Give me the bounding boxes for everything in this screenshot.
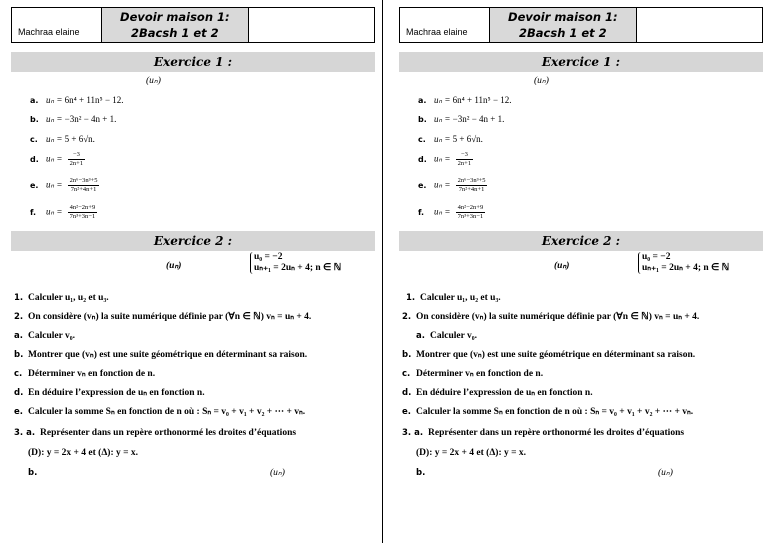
question-number: 2.: [402, 312, 412, 322]
item-prefix: uₙ =: [46, 114, 65, 124]
question-text: On considère (vₙ) la suite numérique définie par (∀n ∈ ℕ) vₙ = uₙ + 4.: [28, 312, 312, 322]
question-3a-equations: [416, 447, 526, 459]
numerator: 2n⁶−3n³+5: [69, 177, 98, 184]
question-1: [406, 292, 501, 304]
fraction: [456, 151, 473, 168]
recurrence-system: [638, 252, 729, 274]
question-3b-sequence-label: (uₙ): [270, 468, 285, 478]
question-2d: [402, 387, 593, 399]
question-1: [14, 292, 109, 304]
item-expression: 6n⁴ + 11n⁵ − 12.: [64, 95, 124, 105]
ex1-item-a: [418, 94, 512, 107]
system-line-2: uₙ₊₁ = 2uₙ + 4; n ∈ ℕ: [254, 263, 342, 273]
recurrence-system: [250, 252, 341, 274]
item-expression: 6n⁴ + 11n⁵ − 12.: [452, 95, 512, 105]
page-divider: [382, 0, 383, 543]
question-2a: [416, 330, 477, 342]
question-2e: [14, 406, 305, 418]
denominator: 7n²+4n+1: [70, 186, 97, 193]
item-label: d.: [30, 154, 39, 164]
ex2-sequence-label: (uₙ): [166, 261, 182, 271]
ex1-item-e: [418, 177, 487, 194]
left-page: [0, 0, 380, 543]
question-number: b.: [416, 468, 426, 478]
question-number: a.: [416, 331, 425, 341]
question-number: 3. a.: [14, 428, 36, 438]
ex1-item-d: [418, 151, 473, 168]
question-text: Représenter dans un repère orthonormé les droites d’équations: [428, 428, 685, 438]
numerator: −3: [456, 151, 473, 160]
question-3b: [416, 467, 430, 479]
right-page: [388, 0, 768, 543]
item-label: b.: [418, 115, 427, 124]
question-number: e.: [402, 407, 411, 417]
item-prefix: uₙ =: [434, 153, 453, 164]
item-label: c.: [418, 135, 426, 144]
title-line-1: Devoir maison 1:: [120, 10, 230, 24]
author-name: Machraa elaine: [12, 8, 102, 43]
item-expression: −3n² − 4n + 1.: [452, 114, 505, 124]
fraction: [68, 151, 85, 168]
ex1-sequence-label: (uₙ): [146, 76, 161, 86]
fraction: [456, 177, 488, 194]
item-expression: −3n² − 4n + 1.: [64, 114, 117, 124]
item-prefix: uₙ =: [434, 134, 453, 144]
question-2d: [14, 387, 205, 399]
ex1-item-c: [30, 133, 95, 146]
question-text: Calculer la somme Sₙ en fonction de n où : Sₙ = v₀ + v₁ + v₂ + ⋯ + vₙ.: [416, 407, 694, 417]
question-3b: [28, 467, 42, 479]
question-number: d.: [14, 388, 24, 398]
item-label: f.: [30, 207, 37, 217]
item-prefix: uₙ =: [46, 95, 65, 105]
ex1-item-f: [418, 204, 485, 221]
question-2b: [14, 349, 307, 361]
question-number: 3. a.: [402, 428, 424, 438]
question-text: Calculer la somme Sₙ en fonction de n où : Sₙ = v₀ + v₁ + v₂ + ⋯ + vₙ.: [28, 407, 306, 417]
item-expression: 5 + 6√n.: [64, 134, 95, 144]
homework-title: [489, 8, 636, 43]
denominator: 7n²+4n+1: [458, 186, 485, 193]
item-prefix: uₙ =: [46, 179, 65, 190]
question-text: Déterminer vₙ en fonction de n.: [28, 369, 156, 379]
denominator: 2n+1: [457, 160, 472, 167]
item-prefix: uₙ =: [434, 206, 453, 217]
question-3a-equations: [28, 447, 138, 459]
ex1-sequence-label: (uₙ): [534, 76, 549, 86]
numerator: −3: [68, 151, 85, 160]
ex1-item-c: [418, 133, 483, 146]
question-2: [402, 311, 699, 323]
question-2c: [14, 368, 155, 380]
item-prefix: uₙ =: [434, 179, 453, 190]
question-number: a.: [14, 331, 23, 341]
question-number: 1.: [14, 293, 24, 303]
question-3b-sequence-label: (uₙ): [658, 468, 673, 478]
question-2a: [14, 330, 75, 342]
question-number: b.: [402, 350, 412, 360]
item-prefix: uₙ =: [46, 153, 65, 164]
item-label: d.: [418, 154, 427, 164]
system-line-1: u₀ = −2: [254, 252, 283, 262]
question-text: Calculer u₁, u₂ et u₃.: [28, 293, 109, 303]
header-table: [399, 7, 763, 43]
ex1-item-f: [30, 204, 97, 221]
item-label: b.: [30, 115, 39, 124]
question-number: 1.: [406, 293, 416, 303]
question-3a: [402, 427, 684, 439]
question-2e: [402, 406, 693, 418]
ex1-item-b: [418, 113, 504, 126]
question-text: Représenter dans un repère orthonormé les droites d’équations: [40, 428, 297, 438]
item-label: c.: [30, 135, 38, 144]
ex1-item-a: [30, 94, 124, 107]
item-label: a.: [30, 96, 39, 105]
question-text: Calculer v₀.: [28, 331, 75, 341]
item-label: f.: [418, 207, 425, 217]
item-expression: 5 + 6√n.: [452, 134, 483, 144]
denominator: 7n³+3n−1: [457, 213, 484, 220]
question-2b: [402, 349, 695, 361]
numerator: 4n²−2n+9: [69, 204, 96, 211]
item-prefix: uₙ =: [46, 206, 65, 217]
question-text: Montrer que (vₙ) est une suite géométrique en déterminant sa raison.: [28, 350, 308, 360]
title-line-1: Devoir maison 1:: [508, 10, 618, 24]
ex1-item-b: [30, 113, 116, 126]
title-line-2: 2Bacsh 1 et 2: [131, 26, 219, 40]
denominator: 7n³+3n−1: [69, 213, 96, 220]
header-blank-cell: [248, 8, 374, 43]
question-text: (D): y = 2x + 4 et (Δ): y = x.: [416, 448, 527, 458]
numerator: 4n²−2n+9: [457, 204, 484, 211]
question-number: c.: [402, 369, 411, 379]
item-prefix: uₙ =: [46, 134, 65, 144]
ex1-item-d: [30, 151, 85, 168]
question-text: Calculer u₁, u₂ et u₃.: [420, 293, 501, 303]
exercise-2-title: Exercice 2 :: [399, 231, 763, 251]
question-number: b.: [14, 350, 24, 360]
exercise-1-title: Exercice 1 :: [399, 52, 763, 72]
question-2: [14, 311, 311, 323]
question-3a: [14, 427, 296, 439]
exercise-1-title: Exercice 1 :: [11, 52, 375, 72]
header-table: [11, 7, 375, 43]
system-line-1: u₀ = −2: [642, 252, 671, 262]
homework-title: [101, 8, 248, 43]
exercise-2-title: Exercice 2 :: [11, 231, 375, 251]
item-prefix: uₙ =: [434, 114, 453, 124]
question-text: En déduire l’expression de uₙ en fonction n.: [28, 388, 205, 398]
question-number: d.: [402, 388, 412, 398]
system-line-2: uₙ₊₁ = 2uₙ + 4; n ∈ ℕ: [642, 263, 730, 273]
item-prefix: uₙ =: [434, 95, 453, 105]
question-number: e.: [14, 407, 23, 417]
question-text: Montrer que (vₙ) est une suite géométrique en déterminant sa raison.: [416, 350, 696, 360]
fraction: [456, 204, 486, 221]
numerator: 2n⁶−3n³+5: [457, 177, 486, 184]
question-text: On considère (vₙ) la suite numérique définie par (∀n ∈ ℕ) vₙ = uₙ + 4.: [416, 312, 700, 322]
item-label: e.: [418, 180, 427, 190]
question-number: 2.: [14, 312, 24, 322]
fraction: [68, 204, 98, 221]
item-label: a.: [418, 96, 427, 105]
ex1-item-e: [30, 177, 99, 194]
title-line-2: 2Bacsh 1 et 2: [519, 26, 607, 40]
question-number: b.: [28, 468, 38, 478]
item-label: e.: [30, 180, 39, 190]
header-blank-cell: [636, 8, 762, 43]
question-2c: [402, 368, 543, 380]
ex2-sequence-label: (uₙ): [554, 261, 570, 271]
question-text: (D): y = 2x + 4 et (Δ): y = x.: [28, 448, 139, 458]
denominator: 2n+1: [69, 160, 84, 167]
fraction: [68, 177, 100, 194]
question-text: En déduire l’expression de uₙ en fonction n.: [416, 388, 593, 398]
question-text: Calculer v₀.: [430, 331, 477, 341]
question-text: Déterminer vₙ en fonction de n.: [416, 369, 544, 379]
author-name: Machraa elaine: [400, 8, 490, 43]
question-number: c.: [14, 369, 23, 379]
